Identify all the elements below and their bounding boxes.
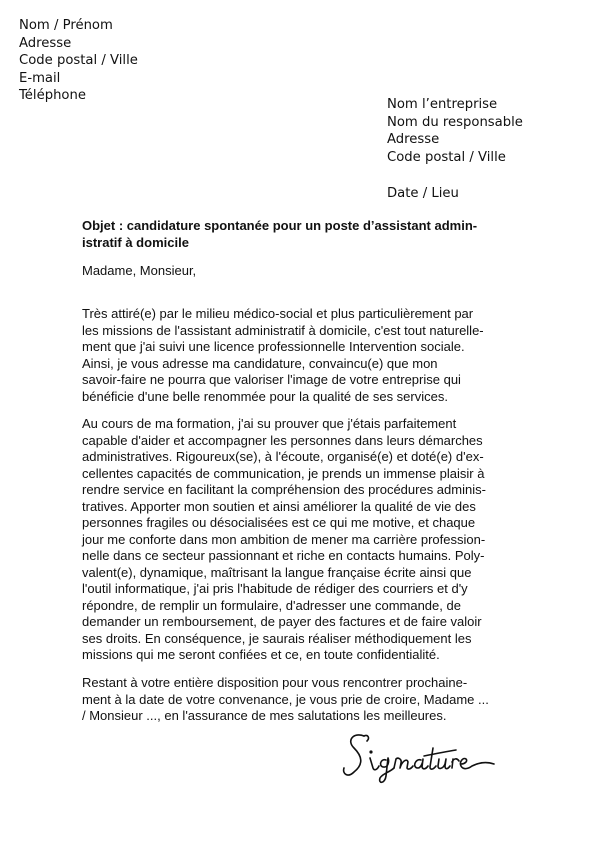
paragraph-line: tratives. Apporter mon soutien et ainsi améliorer la qualité de vie des (82, 498, 476, 514)
recipient-manager: Nom du responsable (387, 114, 523, 130)
paragraph-line: Restant à votre entière disposition pour vous rencontrer prochaine- (82, 675, 468, 690)
letter-subject (82, 218, 477, 251)
paragraph-line: les missions de l'assistant administratif à domicile, c'est tout naturelle- (82, 322, 484, 338)
paragraph-line: personnes fragiles ou désocialisées est ce qui me motive, et chaque (82, 515, 476, 530)
paragraph-intro (82, 306, 484, 405)
paragraph-line: / Monsieur ..., en l'assurance de mes salutations les meilleures. (82, 708, 447, 723)
paragraph-line: Ainsi, je vous adresse ma candidature, convaincu(e) que mon (82, 355, 438, 371)
sender-name: Nom / Prénom (19, 18, 113, 33)
signature-text: Signature (420, 786, 424, 787)
paragraph-line: savoir-faire ne pourra que valoriser l'image de votre entreprise qui (82, 372, 461, 387)
paragraph-line: Au cours de ma formation, j'ai su prouver que j'étais parfaitement (82, 416, 457, 431)
sender-address: Adresse (19, 35, 72, 51)
paragraph-line: ment que j'ai suivi une licence professionnelle Intervention sociale. (82, 339, 465, 354)
paragraph-experience (82, 416, 486, 664)
recipient-block (387, 96, 523, 166)
sender-email: E-mail (19, 70, 61, 86)
salutation: Madame, Monsieur, (82, 263, 197, 278)
paragraph-line: bénéficie d'une belle renommée pour la qualité de ses services. (82, 388, 448, 404)
paragraph-line: administratives. Rigoureux(se), à l'écoute, organisé(e) et doté(e) d'ex- (82, 449, 484, 464)
date-place: Date / Lieu (387, 186, 459, 201)
paragraph-line: capable d'aider et accompagner les personnes dans leurs démarches (82, 432, 483, 448)
recipient-address: Adresse (387, 132, 440, 148)
sender-block (19, 17, 138, 105)
paragraph-line: jour me conforte dans mon ambition de mener ma carrière profession- (82, 531, 486, 547)
paragraph-line: ment à la date de votre convenance, je vous prie de croire, Madame ... (82, 691, 489, 707)
paragraph-line: cellentes capacités de communication, je prends un immense plaisir à (82, 465, 485, 481)
paragraph-closing (82, 675, 489, 725)
paragraph-line: Très attiré(e) par le milieu médico-social et plus particulièrement par (82, 306, 474, 321)
recipient-postal-city: Code postal / Ville (387, 149, 506, 165)
paragraph-line: nelle dans ce secteur passionnant et riche en contacts humains. Poly- (82, 548, 485, 563)
paragraph-line: l'outil informatique, j'ai pris l'habitude de rédiger des courriers et d'y (82, 581, 468, 596)
paragraph-line: missions qui me seront confiées et ce, en toute confidentialité. (82, 647, 440, 662)
paragraph-line: rendre service en facilitant la compréhension des procédures adminis- (82, 482, 486, 497)
paragraph-line: répondre, de remplir un formulaire, d'adresser une commande, de (82, 597, 461, 613)
paragraph-line: valent(e), dynamique, maîtrisant la langue française écrite ainsi que (82, 564, 472, 580)
subject-line: Objet : candidature spontanée pour un poste d’assistant admin- (82, 218, 478, 233)
sender-postal-city: Code postal / Ville (19, 53, 138, 69)
subject-line: istratif à domicile (82, 234, 189, 250)
recipient-company: Nom l’entreprise (387, 97, 498, 112)
paragraph-line: ses droits. En conséquence, je saurais réaliser méthodiquement les (82, 630, 472, 646)
sender-phone: Téléphone (19, 88, 86, 104)
signature-drawing (340, 728, 500, 788)
paragraph-line: demander un remboursement, de payer des factures et de faire valoir (82, 614, 482, 629)
handwritten-signature (340, 728, 500, 788)
